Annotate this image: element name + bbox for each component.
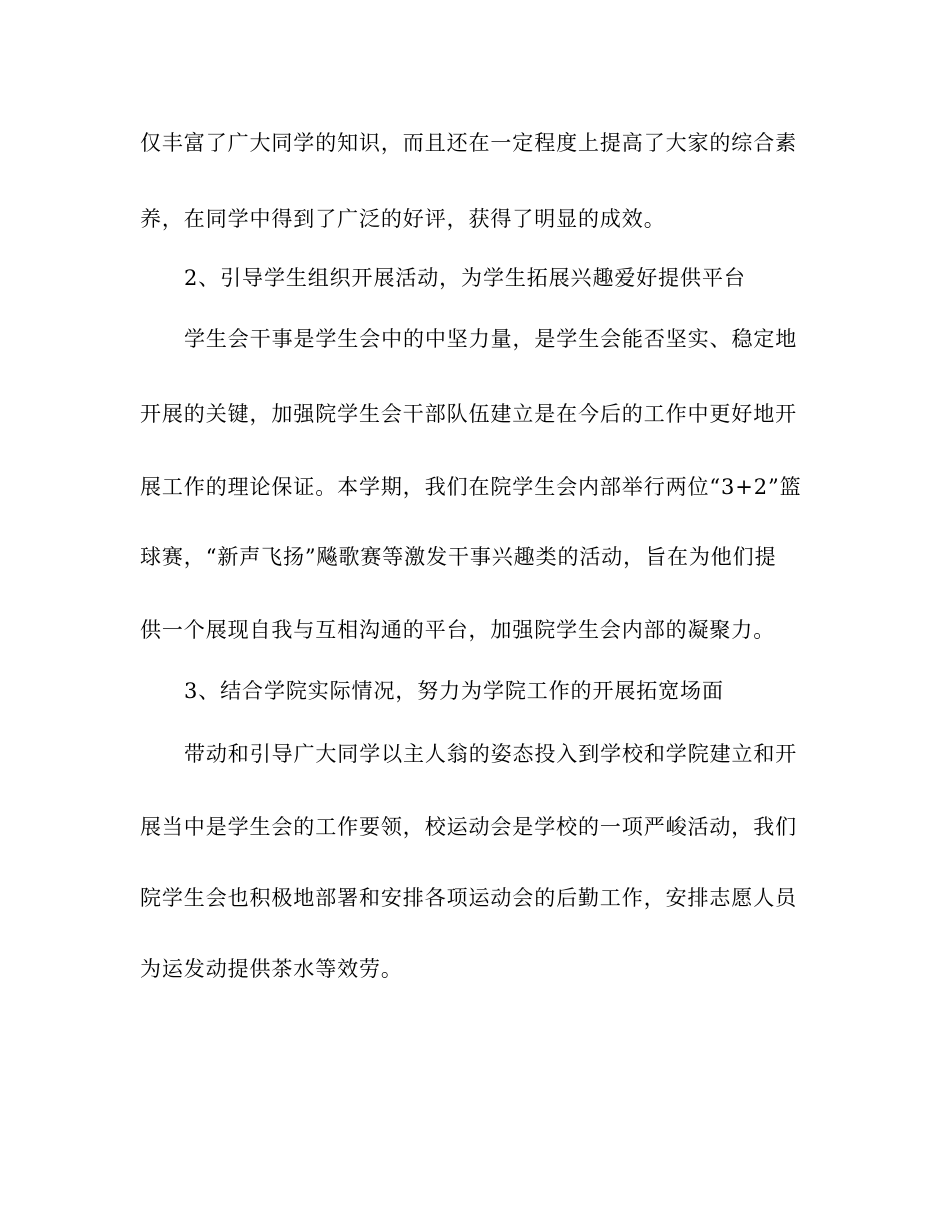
- paragraph-line-9: 展当中是学生会的工作要领，校运动会是学校的一项严峻活动，我们: [140, 815, 797, 839]
- paragraph-line-5: 展工作的理论保证。本学期，我们在院学生会内部举行两位“3+2”篮: [140, 475, 802, 499]
- paragraph-line-1: 仅丰富了广大同学的知识，而且还在一定程度上提高了大家的综合素: [140, 131, 797, 155]
- paragraph-line-7: 供一个展现自我与互相沟通的平台，加强院学生会内部的凝聚力。: [140, 618, 776, 642]
- paragraph-line-2: 养，在同学中得到了广泛的好评，获得了明显的成效。: [140, 207, 666, 231]
- paragraph-line-8: 带动和引导广大同学以主人翁的姿态投入到学校和学院建立和开: [184, 742, 798, 766]
- section-heading-3: 3、结合学院实际情况，努力为学院工作的开展拓宽场面: [184, 679, 724, 703]
- paragraph-line-11: 为运发动提供茶水等效劳。: [140, 957, 403, 981]
- paragraph-line-6: 球赛，“新声飞扬”飚歌赛等激发干事兴趣类的活动，旨在为他们提: [140, 545, 777, 569]
- section-heading-2: 2、引导学生组织开展活动，为学生拓展兴趣爱好提供平台: [184, 266, 746, 290]
- paragraph-line-10: 院学生会也积极地部署和安排各项运动会的后勤工作，安排志愿人员: [140, 886, 797, 910]
- paragraph-line-4: 开展的关键，加强院学生会干部队伍建立是在今后的工作中更好地开: [140, 402, 797, 426]
- paragraph-line-3: 学生会干事是学生会中的中坚力量，是学生会能否坚实、稳定地: [184, 327, 798, 351]
